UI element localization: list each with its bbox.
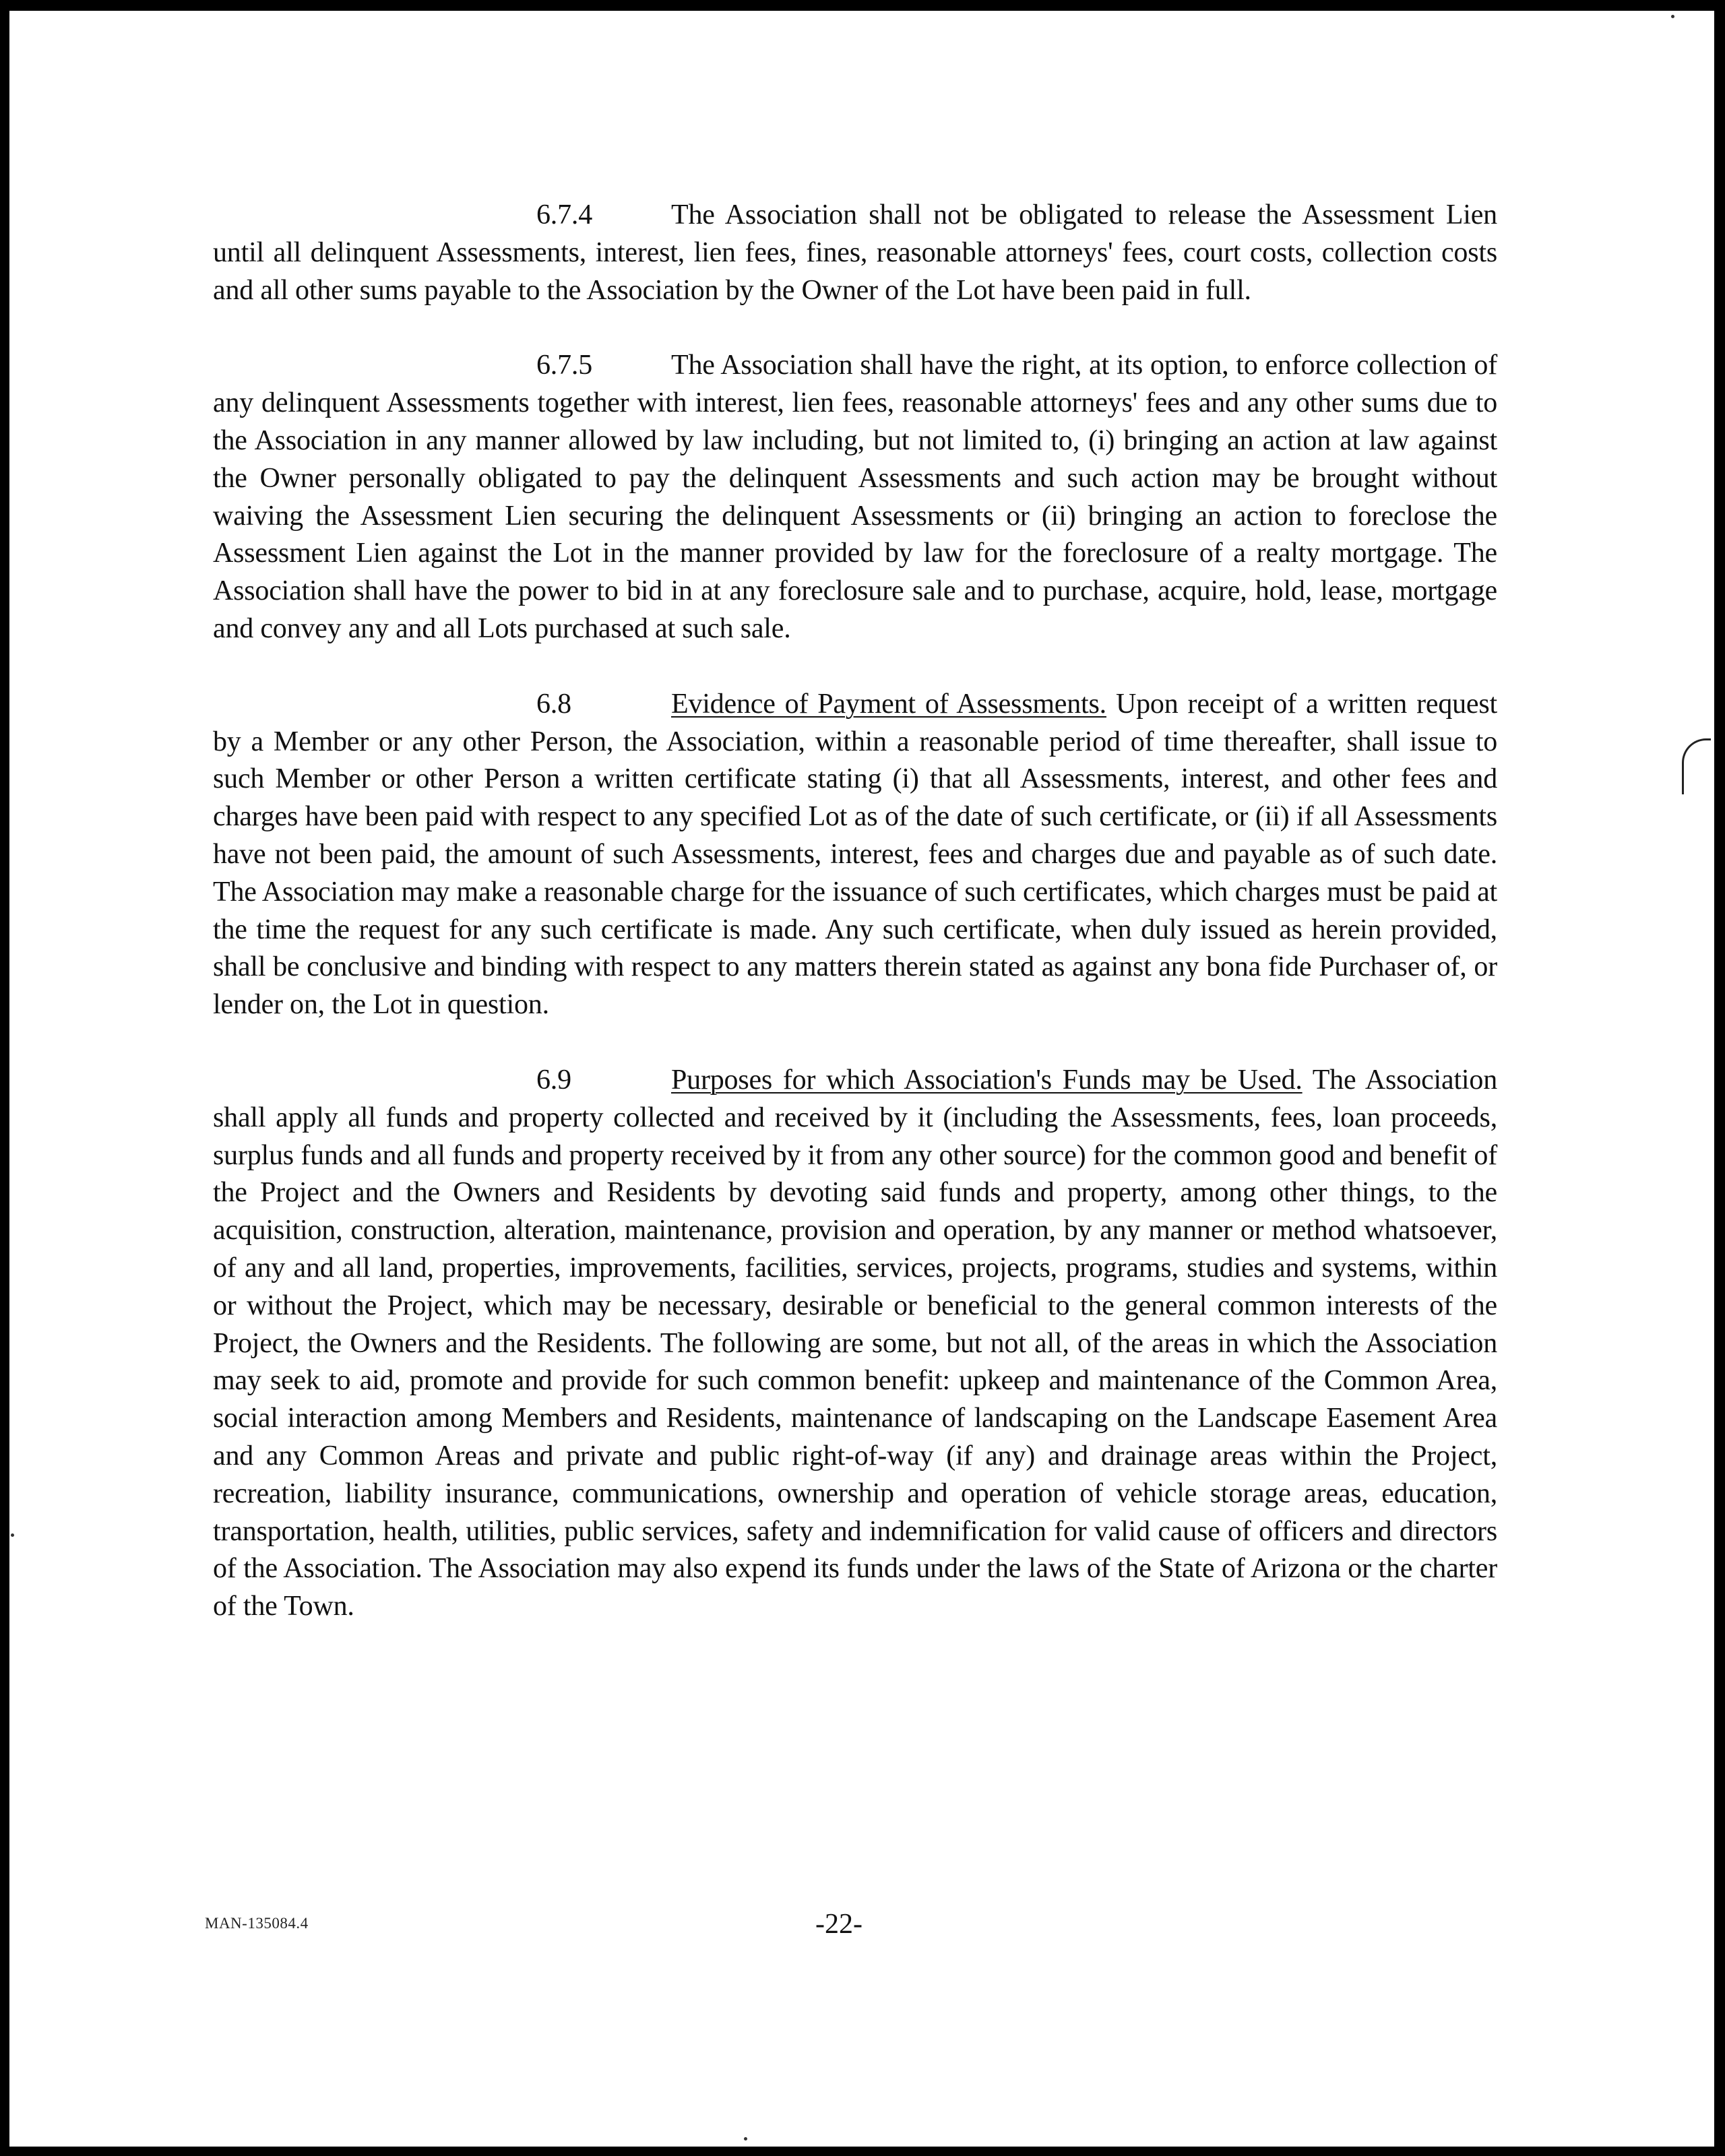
paragraph-text: The Association shall have the right, at its option, to enforce collection of any delinquent Assessments together with interest, lien fees, reasonable attorneys' fees and any other sums due to the Association in any manner allowed by law including, but not limited to, (i) bringing an action at law against the Owner personally obligated to pay the delinquent Assessments and such action may be brought without waiving the Assessment Lien securing the delinquent Assessments or (ii) bringing an action to foreclose the Assessment Lien against the Lot in the manner provided by law for the foreclosure of a realty mortgage. The Association shall have the power to bid in at any foreclosure sale and to purchase, acquire, hold, lease, mortgage and convey any and all Lots purchased at such sale.	[213, 350, 1497, 644]
paragraph-text: The Association shall apply all funds and property collected and received by it (including the Assessments, fees, loan proceeds, surplus funds and all funds and property received by it from any other source) for the common good and benefit of the Project and the Owners and Residents by devoting said funds and property, among other things, to the acquisition, construction, alteration, maintenance, provision and operation, by any manner or method whatsoever, of any and all land, properties, improvements, facilities, services, projects, programs, studies and systems, within or without the Project, which may be necessary, desirable or beneficial to the general common interests of the Project, the Owners and the Residents. The following are some, but not all, of the areas in which the Association may seek to aid, promote and provide for such common benefit: upkeep and maintenance of the Common Area, social interaction among Members and Residents, maintenance of landscaping on the Landscape Easement Area and any Common Areas and private and public right-of-way (if any) and drainage areas within the Project, recreation, liability insurance, communications, ownership and operation of vehicle storage areas, education, transportation, health, utilities, public services, safety and indemnification for valid cause of officers and directors of the Association. The Association may also expend its funds under the laws of the State of Arizona or the charter of the Town.	[213, 1064, 1497, 1622]
document-body	[213, 197, 1497, 1663]
paragraph-6-8	[213, 686, 1497, 1024]
paragraph-6-7-5	[213, 347, 1497, 647]
scan-speck	[744, 2137, 747, 2141]
section-number: 6.7.5	[536, 350, 593, 381]
section-heading: Evidence of Payment of Assessments.	[671, 688, 1106, 720]
page-number: -22-	[815, 1909, 862, 1940]
paragraph-6-7-4	[213, 197, 1497, 309]
section-number: 6.9	[536, 1064, 571, 1096]
section-heading: Purposes for which Association's Funds may be Used.	[671, 1064, 1303, 1096]
scan-binding-mark	[1682, 738, 1711, 794]
document-page	[9, 11, 1714, 2147]
paragraph-text: Upon receipt of a written request by a Member or any other Person, the Association, within a reasonable period of time thereafter, shall issue to such Member or other Person a written certificate stating (i) that all Assessments, interest, and other fees and charges have been paid with respect to any specified Lot as of the date of such certificate, or (ii) if all Assessments have not been paid, the amount of such Assessments, interest, fees and charges due and payable as of such date. The Association may make a reasonable charge for the issuance of such certificates, which charges must be paid at the time the request for any such certificate is made. Any such certificate, when duly issued as herein provided, shall be conclusive and binding with respect to any matters therein stated as against any bona fide Purchaser of, or lender on, the Lot in question.	[213, 688, 1497, 1021]
scan-speck	[1671, 15, 1674, 18]
section-number: 6.7.4	[536, 199, 593, 230]
paragraph-6-9	[213, 1062, 1497, 1626]
document-footer-id: MAN-135084.4	[205, 1915, 309, 1932]
section-number: 6.8	[536, 688, 571, 720]
scan-speck	[11, 1533, 14, 1537]
paragraph-text: The Association shall not be obligated to release the Assessment Lien until all delinquent Assessments, interest, lien fees, fines, reasonable attorneys' fees, court costs, collection costs and all other sums payable to the Association by the Owner of the Lot have been paid in full.	[213, 199, 1497, 306]
